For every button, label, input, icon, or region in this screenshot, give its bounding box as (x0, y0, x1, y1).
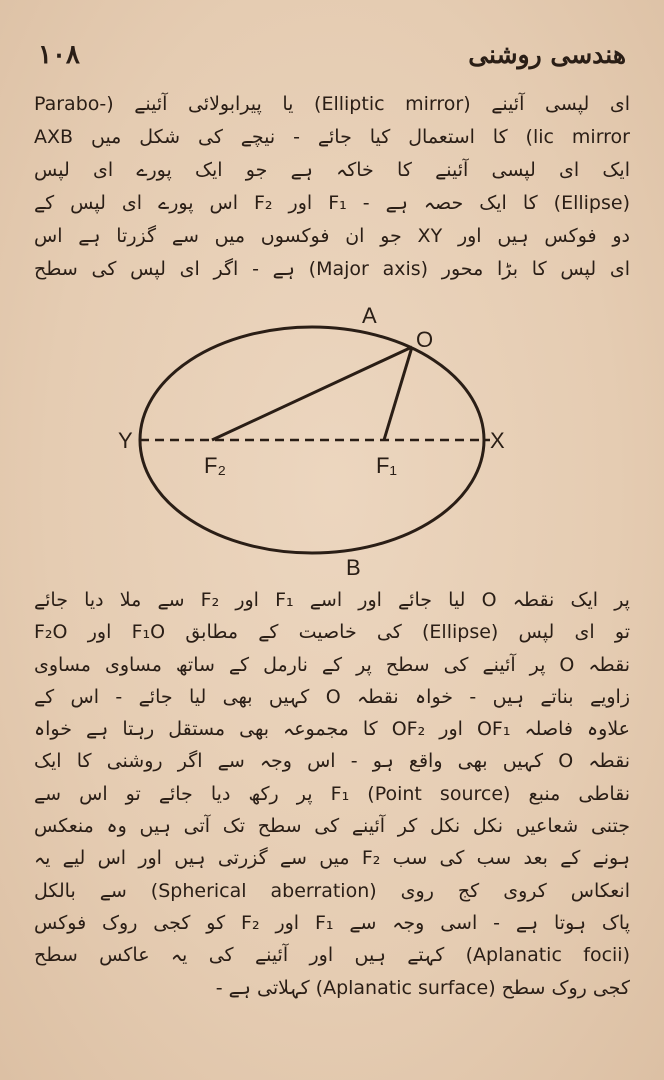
page-number: ١٠٨ (38, 40, 80, 70)
text-line: انعکاس کروی کج روی (Spherical aberration) سے بالکل (34, 879, 630, 902)
text-line: نقاطی منبع (Point source) F₁ پر رکھ دیا جائے تو اس سے (34, 782, 630, 805)
label-a: A (362, 303, 377, 328)
label-x: X (490, 428, 505, 453)
paragraph-top (34, 88, 630, 286)
text-line: کجی روک سطح (Aplanatic surface) کہلاتی ہے - (215, 976, 630, 999)
label-o: O (416, 327, 434, 352)
paragraph-bottom (34, 584, 630, 1004)
ellipse-figure (100, 295, 530, 585)
text-line: ایک ای لپسی آئینے کا خاکہ ہے جو ایک پورے ای لپس (34, 159, 630, 181)
text-line: پاک ہوتا ہے - اسی وجہ سے F₁ اور F₂ کو کجی روک فوکس (34, 911, 630, 934)
text-line: پر ایک نقطہ O لیا جائے اور اسے F₁ اور F₂ سے ملا دیا جائے (34, 589, 630, 611)
text-line: ای لپس کا بڑا محور (Major axis) ہے - اگر ای لپس کی سطح (34, 258, 630, 280)
text-line: دو فوکس ہیں اور XY جو ان فوکسوں میں سے گزرتا ہے اس (34, 225, 630, 247)
text-line: (Ellipse) کا ایک حصہ ہے - F₁ اور F₂ اس پورے ای لپس کے (34, 192, 630, 214)
text-line: ہونے کے بعد سب کی سب F₂ میں سے گزرتی ہیں اور اس لیے یہ (34, 847, 630, 870)
label-b: B (346, 555, 361, 580)
page-header (30, 40, 634, 80)
text-line: زاویے بناتے ہیں - خواہ نقطہ O کہیں بھی لیا جائے - اس کے (34, 685, 630, 708)
text-line: lic mirror) کا استعمال کیا جائے - نیچے کی شکل میں AXB (34, 126, 630, 148)
text-line: نقطہ O پر آئینے کی سطح پر کے نارمل کے ساتھ مساوی مساوی (34, 653, 630, 676)
line-f1-o (384, 347, 412, 440)
label-f2: F₂ (204, 453, 226, 478)
line-f2-o (212, 347, 412, 440)
running-title: هندسی روشنی (468, 40, 626, 69)
text-line: علاوہ فاصلہ OF₁ اور OF₂ کا مجموعہ بھی مستقل رہتا ہے خواہ (34, 718, 630, 741)
text-line: جتنی شعاعیں نکل نکل کر آئینے کی سطح تک آتی ہیں وہ منعکس (34, 815, 630, 838)
text-line: (Aplanatic focii) کہتے ہیں اور آئینے کی یہ عاکس سطح (34, 944, 630, 967)
text-line: تو ای لپس (Ellipse) کی خاصیت کے مطابق F₁O اور F₂O (34, 621, 630, 644)
text-line: نقطہ O کہیں بھی واقع ہو - اس وجہ سے اگر روشنی کا ایک (34, 750, 630, 773)
ellipse-diagram (100, 295, 530, 585)
text-line: ای لپسی آئینے (Elliptic mirror) یا پیرابولائی آئینے (-Parabo (34, 93, 630, 115)
label-y: Y (118, 428, 133, 453)
label-f1: F₁ (376, 453, 397, 478)
